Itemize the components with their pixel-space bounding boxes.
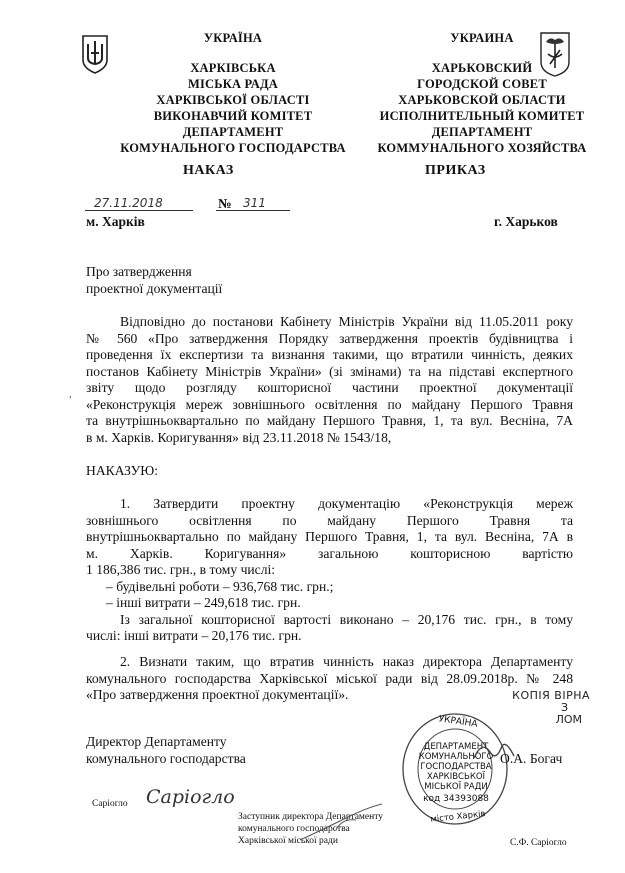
order-word: НАКАЗУЮ: [86, 463, 159, 478]
subject [86, 264, 386, 297]
header-right [362, 30, 602, 156]
footer-right-name: С.Ф. Саріогло [510, 838, 567, 848]
number-underline [216, 210, 290, 211]
header-right-line: ХАРЬКОВСКИЙ [431, 61, 533, 75]
preamble-line: № 560 «Про затвердження Порядку затвердження проектів будівництва і [86, 330, 573, 346]
copy-stamp-line: КОПІЯ ВІРНА [512, 689, 590, 702]
item-2-line: комунального господарства Харківської міської ради від 28.09.2018р. № 248 [86, 670, 573, 686]
preamble-line: проведення їх експертизи та визнання такими, що втратили чинність, деяких [86, 347, 573, 362]
signature-title-line: Директор Департаменту [86, 734, 227, 749]
seal-line: КОМУНАЛЬНОГО [418, 752, 494, 762]
signatory-name: О.А. Богач [500, 751, 563, 766]
deputy-title-line: Харківської міської ради [238, 836, 338, 846]
seal-line: ГОСПОДАРСТВА [420, 762, 492, 772]
header-right-line: ИСПОЛНИТЕЛЬНЫЙ КОМИТЕТ [379, 109, 585, 123]
deputy-title-line: Заступник директора Департаменту [238, 812, 384, 822]
header-right-line: ГОРОДСКОЙ СОВЕТ [417, 77, 547, 91]
signature-title [86, 734, 246, 767]
header-left-line: МІСЬКА РАДА [187, 77, 279, 91]
header-right-line: ХАРЬКОВСКОЙ ОБЛАСТИ [398, 93, 566, 107]
seal-line: ДЕПАРТАМЕНТ [423, 742, 489, 752]
header-right-line: ДЕПАРТАМЕНТ [431, 125, 533, 139]
preamble-line: в м. Харків. Коригування» від 23.11.2018 № 1543/18, [86, 429, 392, 445]
item-1-line: 1 186,386 тис. грн., в тому числі: [86, 562, 276, 577]
header-right-line: КОММУНАЛЬНОГО ХОЗЯЙСТВА [377, 141, 587, 155]
deputy-signature-icon [296, 800, 386, 846]
margin-mark: , [69, 388, 72, 400]
doc-type-ua: НАКАЗ [183, 163, 234, 178]
order-date: 27.11.2018 [94, 196, 163, 210]
item-1-line: м. Харків. Коригування» загальною кошторисною вартістю [86, 545, 573, 561]
handwritten-surname: Сарiогло [146, 786, 235, 808]
preamble [86, 314, 573, 446]
subject-line: проектної документації [86, 280, 223, 296]
deputy-title-line: комунального господарства [238, 824, 350, 834]
item-1-extra-line: Із загальної кошторисної вартості виконано – 20,176 тис. грн., в тому [120, 611, 573, 627]
header-left-line: КОМУНАЛЬНОГО ГОСПОДАРСТВА [120, 141, 346, 155]
preamble-line: постанов Кабінету Міністрів України» (зі змінами) та на підставі експертного [86, 363, 573, 379]
seal-bottom-text: місто Харків [430, 809, 486, 825]
item-1 [86, 496, 573, 645]
item-1-line: зовнішнього освітлення по майдану Першого Травня та [86, 512, 573, 528]
header-left-line: ДЕПАРТАМЕНТ [182, 125, 284, 139]
header-left-country: УКРАЇНА [203, 31, 263, 45]
seal-top-text: УКРАЇНА [437, 714, 479, 730]
preamble-line: Відповідно до постанови Кабінету Міністрів України від 11.05.2011 року [120, 314, 573, 329]
city-ru: г. Харьков [494, 214, 558, 229]
header-left-line: ВИКОНАВЧИЙ КОМІТЕТ [153, 109, 313, 123]
bullet-item: – будівельні роботи – 936,768 тис. грн.; [106, 578, 334, 594]
date-underline [85, 210, 193, 211]
number-sign: № [218, 196, 232, 211]
header-right-country: УКРАИНА [450, 31, 514, 45]
item-2-line: «Про затвердження проектної документації». [86, 687, 349, 702]
signature-title-line: комунального господарства [86, 750, 246, 766]
item-1-line: 1. Затвердити проектну документацію «Реконструкція мереж [120, 496, 573, 511]
header-left-line: ХАРКІВСЬКОЇ ОБЛАСТІ [156, 93, 310, 107]
preamble-line: звіту щодо розгляду кошторисної частини проектної документації [86, 380, 573, 395]
city-ua: м. Харків [86, 214, 145, 229]
seal-code: код 34393088 [423, 794, 489, 804]
subject-line: Про затвердження [86, 264, 192, 279]
item-2-line: 2. Визнати таким, що втратив чинність наказ директора Департаменту [120, 654, 573, 669]
doc-type-ru: ПРИКАЗ [425, 163, 486, 178]
order-number: 311 [243, 196, 266, 210]
preamble-line: та внутрішньоквартально по майдану Першого Травня, 1, та вул. Весніна, 7А [86, 413, 573, 428]
copy-stamp-line: ЛОМ [555, 713, 582, 726]
footer-left-name: Саріогло [92, 799, 128, 809]
header-left-line: ХАРКІВСЬКА [190, 61, 276, 75]
bullet-item: – інші витрати – 249,618 тис. грн. [106, 595, 301, 610]
item-1-extra-line: числі: інші витрати – 20,176 тис. грн. [86, 628, 302, 643]
preamble-line: «Реконструкція мереж зовнішнього освітлення по майдану Першого Травня [86, 396, 573, 412]
item-1-line: внутрішньоквартально по майдану Першого Травня, 1, та вул. Весніна, 7А в [86, 529, 573, 544]
header-left [98, 30, 368, 156]
copy-stamp-line: З [560, 701, 568, 714]
seal-line: МІСЬКОЇ РАДИ [424, 782, 488, 792]
seal-line: ХАРКІВСЬКОЇ [426, 772, 486, 782]
